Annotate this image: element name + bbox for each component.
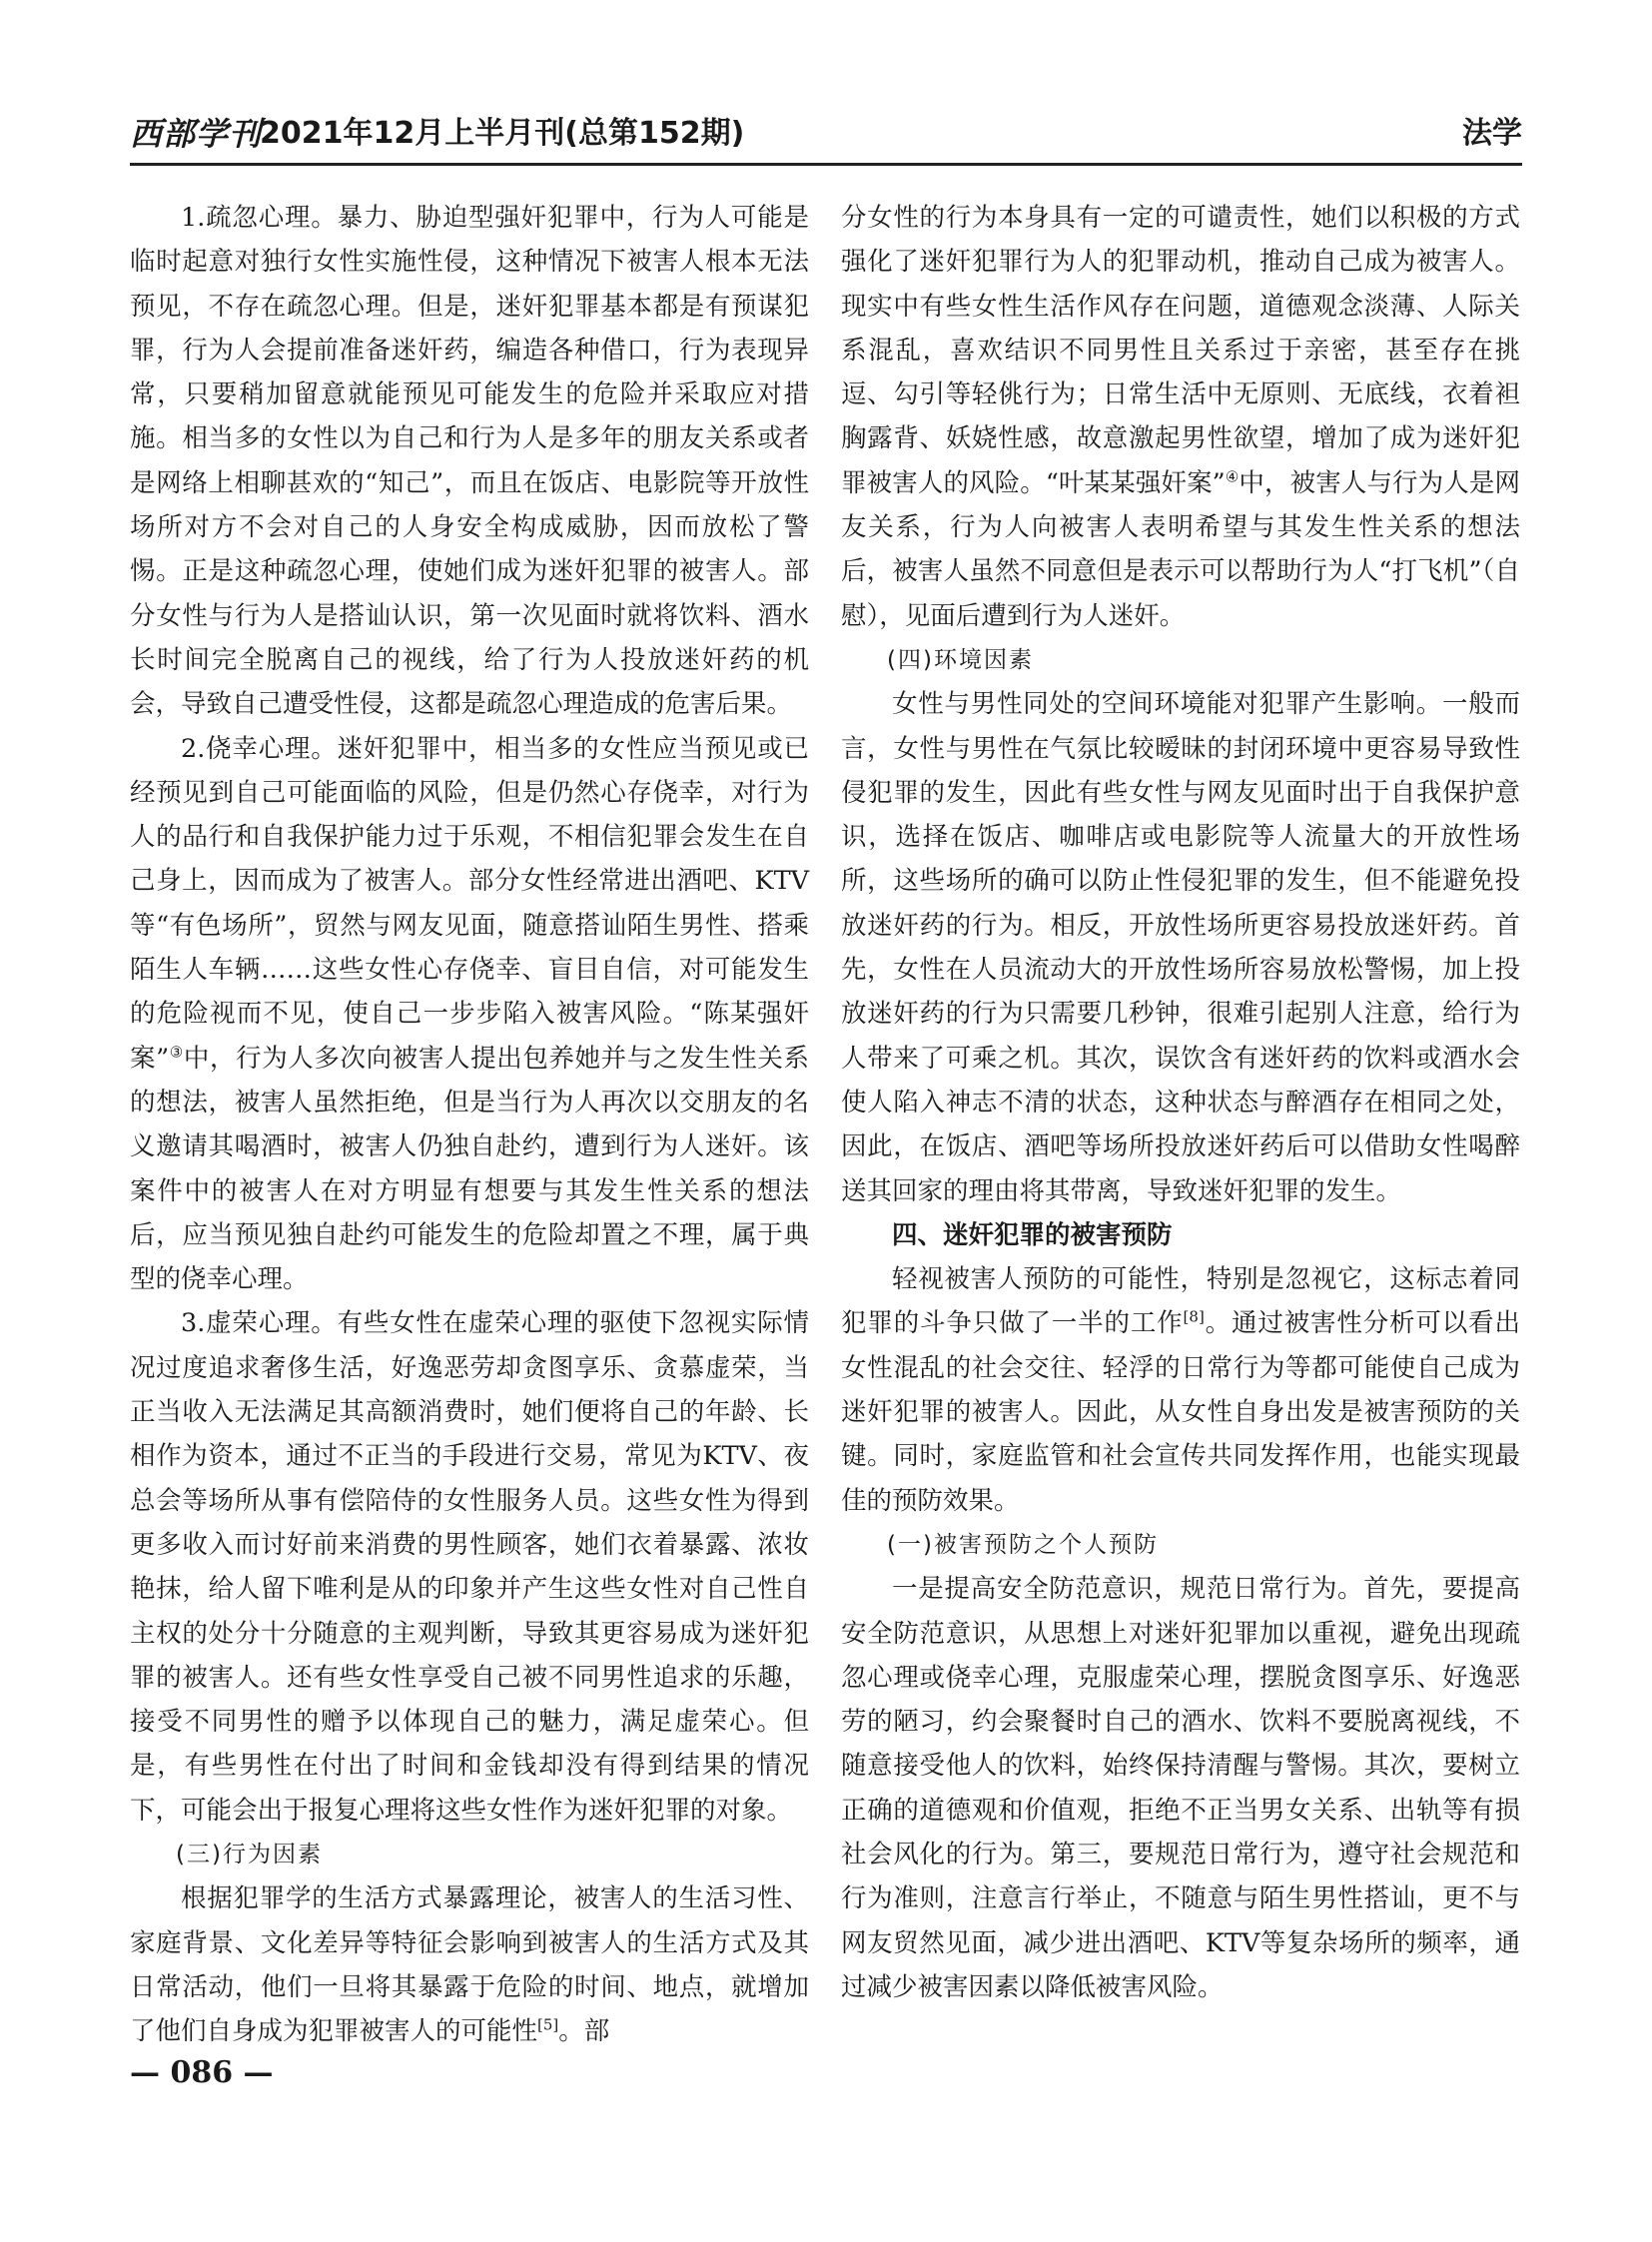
header-rule [130, 163, 1522, 166]
subsection-heading [841, 638, 1520, 682]
paragraph [841, 1567, 1520, 2009]
paragraph-text: 一是提高安全防范意识，规范日常行为。首先，要提高安全防范意识，从思想上对迷奸犯罪加以重视，避免出现疏忽心理或侥幸心理，克服虚荣心理，摆脱贪图享乐、好逸恶劳的陋习，约会聚餐时自己的酒水、饮料不要脱离视线，不随意接受他人的饮料，始终保持清醒与警惕。其次，要树立正确的道德观和价值观，拒绝不正当男女关系、出轨等有损社会风化的行为。第三，要规范日常行为，遵守社会规范和行为准则，注意言行举止，不随意与陌生男性搭讪，更不与网友贸然见面，减少进出酒吧、KTV等复杂场所的频率，通过减少被害因素以降低被害风险。 [841, 1574, 1520, 2002]
paragraph [841, 682, 1520, 1213]
paragraph-text: 1.疏忽心理。暴力、胁迫型强奸犯罪中，行为人可能是临时起意对独行女性实施性侵，这种情况下被害人根本无法预见，不存在疏忽心理。但是，迷奸犯罪基本都是有预谋犯罪，行为人会提前准备迷奸药，编造各种借口，行为表现异常，只要稍加留意就能预见可能发生的危险并采取应对措施。相当多的女性以为自己和行为人是多年的朋友关系或者是网络上相聊甚欢的“知己”，而且在饭店、电影院等开放性场所对方不会对自己的人身安全构成威胁，因而放松了警惕。正是这种疏忽心理，使她们成为迷奸犯罪的被害人。部分女性与行为人是搭讪认识，第一次见面时就将饮料、酒水长时间完全脱离自己的视线，给了行为人投放迷奸药的机会，导致自己遭受性侵，这都是疏忽心理造成的危害后果。 [130, 203, 809, 720]
paragraph-text: 分女性的行为本身具有一定的可谴责性，她们以积极的方式强化了迷奸犯罪行为人的犯罪动机，推动自己成为被害人。现实中有些女性生活作风存在问题，道德观念淡薄、人际关系混乱，喜欢结识不同男性且关系过于亲密，甚至存在挑逗、勾引等轻佻行为；日常生活中无原则、无底线，衣着袒胸露背、妖娆性感，故意激起男性欲望，增加了成为迷奸犯罪被害人的风险。“叶某某强奸案” [841, 203, 1520, 498]
left-column [130, 196, 809, 2053]
subsection-heading [841, 1523, 1520, 1567]
paragraph [130, 1876, 809, 2053]
right-column [841, 196, 1520, 2009]
paragraph-text: 中，行为人多次向被害人提出包养她并与之发生性关系的想法，被害人虽然拒绝，但是当行为人再次以交朋友的名义邀请其喝酒时，被害人仍独自赴约，遭到行为人迷奸。该案件中的被害人在对方明显有想要与其发生性关系的想法后，应当预见独自赴约可能发生的危险却置之不理，属于典型的侥幸心理。 [130, 1043, 809, 1295]
paragraph-text: 女性与男性同处的空间环境能对犯罪产生影响。一般而言，女性与男性在气氛比较暧昧的封闭环境中更容易导致性侵犯罪的发生，因此有些女性与网友见面时出于自我保护意识，选择在饭店、咖啡店或电影院等人流量大的开放性场所，这些场所的确可以防止性侵犯罪的发生，但不能避免投放迷奸药的行为。相反，开放性场所更容易投放迷奸药。首先，女性在人员流动大的开放性场所容易放松警惕，加上投放迷奸药的行为只需要几秒钟，很难引起别人注意，给行为人带来了可乘之机。其次，误饮含有迷奸药的饮料或酒水会使人陷入神志不清的状态，这种状态与醉酒存在相同之处，因此，在饭店、酒吧等场所投放迷奸药后可以借助女性喝醉送其回家的理由将其带离，导致迷奸犯罪的发生。 [841, 689, 1520, 1206]
footnote-marker: ③ [169, 1043, 184, 1062]
paragraph-text: 四、迷奸犯罪的被害预防 [892, 1219, 1173, 1250]
paragraph-text: 中，被害人与行为人是网友关系，行为人向被害人表明希望与其发生性关系的想法后，被害人虽然不同意但是表示可以帮助行为人“打飞机”（自慰），见面后遭到行为人迷奸。 [841, 467, 1520, 631]
paragraph-text: (一)被害预防之个人预防 [887, 1531, 1159, 1558]
section-heading [841, 1213, 1520, 1257]
paragraph [130, 196, 809, 727]
subsection-heading [130, 1833, 809, 1876]
section-label: 法学 [1462, 116, 1522, 151]
running-header [130, 112, 1522, 160]
journal-logo: 西部学刊 [130, 115, 263, 153]
page-number: — 086 — [130, 2055, 274, 2090]
paragraph [130, 727, 809, 1302]
footnote-marker: [5] [537, 2015, 559, 2034]
footnote-marker: ④ [1225, 467, 1239, 486]
issue-info: 2021年12月上半月刊(总第152期) [260, 116, 745, 151]
paragraph-text: 2.侥幸心理。迷奸犯罪中，相当多的女性应当预见或已经预见到自己可能面临的风险，但是仍然心存侥幸，对行为人的品行和自我保护能力过于乐观，不相信犯罪会发生在自己身上，因而成为了被害人。部分女性经常进出酒吧、KTV等“有色场所”，贸然与网友见面，随意搭讪陌生男性、搭乘陌生人车辆……这些女性心存侥幸、盲目自信，对可能发生的危险视而不见，使自己一步步陷入被害风险。“陈某强奸案” [130, 733, 809, 1074]
paragraph [841, 1257, 1520, 1523]
paragraph-text: 。部 [558, 2016, 610, 2047]
paragraph-text: (三)行为因素 [176, 1841, 323, 1868]
paragraph [130, 1301, 809, 1833]
paragraph-text: (四)环境因素 [887, 646, 1034, 673]
paragraph [841, 196, 1520, 638]
paragraph-text: 轻视被害人预防的可能性，特别是忽视它，这标志着同犯罪的斗争只做了一半的工作 [841, 1264, 1520, 1339]
paragraph-text: 3.虚荣心理。有些女性在虚荣心理的驱使下忽视实际情况过度追求奢侈生活，好逸恶劳却贪图享乐、贪慕虚荣，当正当收入无法满足其高额消费时，她们便将自己的年龄、长相作为资本，通过不正当的手段进行交易，常见为KTV、夜总会等场所从事有偿陪侍的女性服务人员。这些女性为得到更多收入而讨好前来消费的男性顾客，她们衣着暴露、浓妆艳抹，给人留下唯利是从的印象并产生这些女性对自己性自主权的处分十分随意的主观判断，导致其更容易成为迷奸犯罪的被害人。还有些女性享受自己被不同男性追求的乐趣，接受不同男性的赠予以体现自己的魅力，满足虚荣心。但是，有些男性在付出了时间和金钱却没有得到结果的情况下，可能会出于报复心理将这些女性作为迷奸犯罪的对象。 [130, 1308, 809, 1826]
paragraph-text: 。通过被害性分析可以看出女性混乱的社会交往、轻浮的日常行为等都可能使自己成为迷奸犯罪的被害人。因此，从女性自身出发是被害预防的关键。同时，家庭监管和社会宣传共同发挥作用，也能实现最佳的预防效果。 [841, 1308, 1520, 1516]
footnote-marker: [8] [1183, 1307, 1205, 1326]
paragraph-text: 根据犯罪学的生活方式暴露理论，被害人的生活习性、家庭背景、文化差异等特征会影响到被害人的生活方式及其日常活动，他们一旦将其暴露于危险的时间、地点，就增加了他们自身成为犯罪被害人的可能性 [130, 1883, 809, 2047]
